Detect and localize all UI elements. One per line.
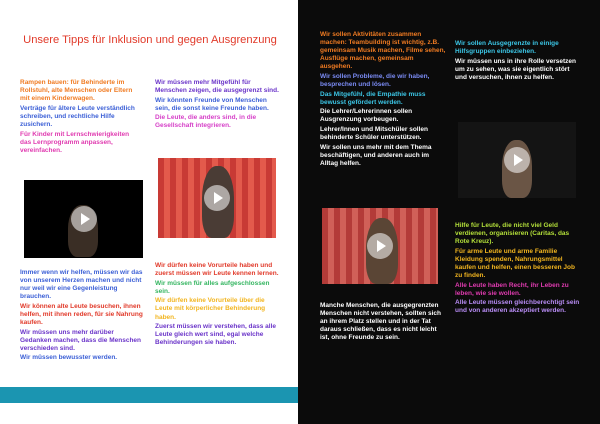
tips-block-col4-top: [455, 40, 582, 83]
tip-text: Das Mitgefühl, die Empathie muss bewusst gefördert werden.: [320, 90, 426, 106]
tip-text: Für Kinder mit Lernschwierigkeiten das Lernprogramm anpassen, vereinfachen.: [20, 130, 130, 154]
tip-text: Wir dürfen keine Vorurteile über die Leute mit körperlicher Behinderung haben.: [155, 297, 266, 321]
tip-text: Wir müssen mehr Mitgefühl für Menschen zeigen, die ausgegrenzt sind.: [155, 79, 279, 95]
tips-block-col1-bottom: [20, 269, 146, 364]
tips-block-col4-bottom: [455, 222, 582, 317]
teal-footer-band: [0, 387, 298, 403]
tip-text: Verträge für ältere Leute verständlich schreiben, und rechtliche Hilfe zusichern.: [20, 104, 135, 128]
tip-text: Wir dürfen keine Vorurteile haben und zuerst müssen wir Leute kennen lernen.: [155, 262, 279, 278]
tip-text: Wir sollen uns mehr mit dem Thema beschäftigen, und anderen auch im Alltag helfen.: [320, 143, 432, 167]
tip-text: Wir könnten Freunde von Menschen sein, die sonst keine Freunde haben.: [155, 96, 269, 112]
tips-block-col3-bottom: [320, 302, 444, 344]
play-button-icon[interactable]: [71, 206, 97, 232]
tip-text: Wir sollen Probleme, die wir haben, besprechen und lösen.: [320, 72, 430, 89]
tip-text: Alle Leute haben Recht, ihr Leben zu leben, wie sie wollen.: [455, 281, 569, 297]
tips-block-col2-bottom: [155, 262, 280, 349]
video-player-3[interactable]: [322, 208, 438, 284]
tip-text: Lehrer/Innen und Mitschüler sollen behinderte Schüler unterstützen.: [320, 126, 428, 142]
tip-text: Hilfe für Leute, die nicht viel Geld verdienen, organisieren (Caritas, das Rote Kreuz).: [455, 222, 570, 246]
tip-text: Wir müssen für alles aufgeschlossen sein.: [155, 279, 270, 295]
video-player-4[interactable]: [458, 122, 576, 198]
video-player-2[interactable]: [158, 158, 276, 238]
tip-text: Manche Menschen, die ausgegrenzten Menschen nicht verstehen, sollten sich an ihrem Platz stellen und in der Tat daraus schließen, dass es nicht leicht ist, ohne Freunde zu sein.: [320, 302, 442, 342]
tip-text: Wir können alte Leute besuchen, ihnen helfen, mit ihnen reden, für sie Nahrung kaufen.: [20, 302, 143, 327]
tip-text: Die Leute, die anders sind, in die Gesellschaft integrieren.: [155, 114, 257, 130]
tip-text: Zuerst müssen wir verstehen, dass alle Leute gleich wert sind, egal welche Behinderungen sie haben.: [155, 323, 277, 347]
tip-text: Für arme Leute und arme Familie Kleidung spenden, Nahrungsmittel kaufen und helfen, einen besseren Job zu finden.: [455, 247, 575, 280]
page-title: Unsere Tipps für Inklusion und gegen Ausgrenzung: [23, 34, 277, 46]
tips-block-col1-top: [20, 79, 142, 156]
tip-text: Wir sollen Aktivitäten zusammen machen: Teambuilding ist wichtig, z.B. gemeinsam Musik machen, Filme sehen, Ausflüge machen, gemeinsam ausgehen.: [320, 31, 446, 71]
video-player-1[interactable]: [24, 180, 143, 258]
tip-text: Die Lehrer/Lehrerinnen sollen Ausgrenzung vorbeugen.: [320, 108, 413, 124]
tip-text: Immer wenn wir helfen, müssen wir das von unserem Herzen machen und nicht nur weil wir eine Gegenleistung brauchen.: [20, 269, 143, 301]
play-button-icon[interactable]: [504, 147, 530, 173]
tips-block-col3-top: [320, 31, 446, 170]
tip-text: Wir sollen Ausgegrenzte in einige Hilfsgruppen einbeziehen.: [455, 40, 559, 56]
tip-text: Wir müssen uns in ihre Rolle versetzen um zu sehen, was sie eigentlich stört und versuchen, ihnen zu helfen.: [455, 57, 576, 81]
tips-block-col2-top: [155, 79, 280, 132]
tip-text: Rampen bauen: für Behinderte im Rollstuhl, alte Menschen oder Eltern mit einem Kinderwagen.: [20, 79, 133, 103]
tip-text: Alle Leute müssen gleichberechtigt sein und von anderen akzeptiert werden.: [455, 299, 580, 315]
play-button-icon[interactable]: [367, 233, 393, 259]
play-button-icon[interactable]: [204, 185, 230, 211]
tip-text: Wir müssen uns mehr darüber Gedanken machen, dass die Menschen verschieden sind.: [20, 328, 142, 352]
tip-text: Wir müssen bewusster werden.: [20, 354, 118, 362]
